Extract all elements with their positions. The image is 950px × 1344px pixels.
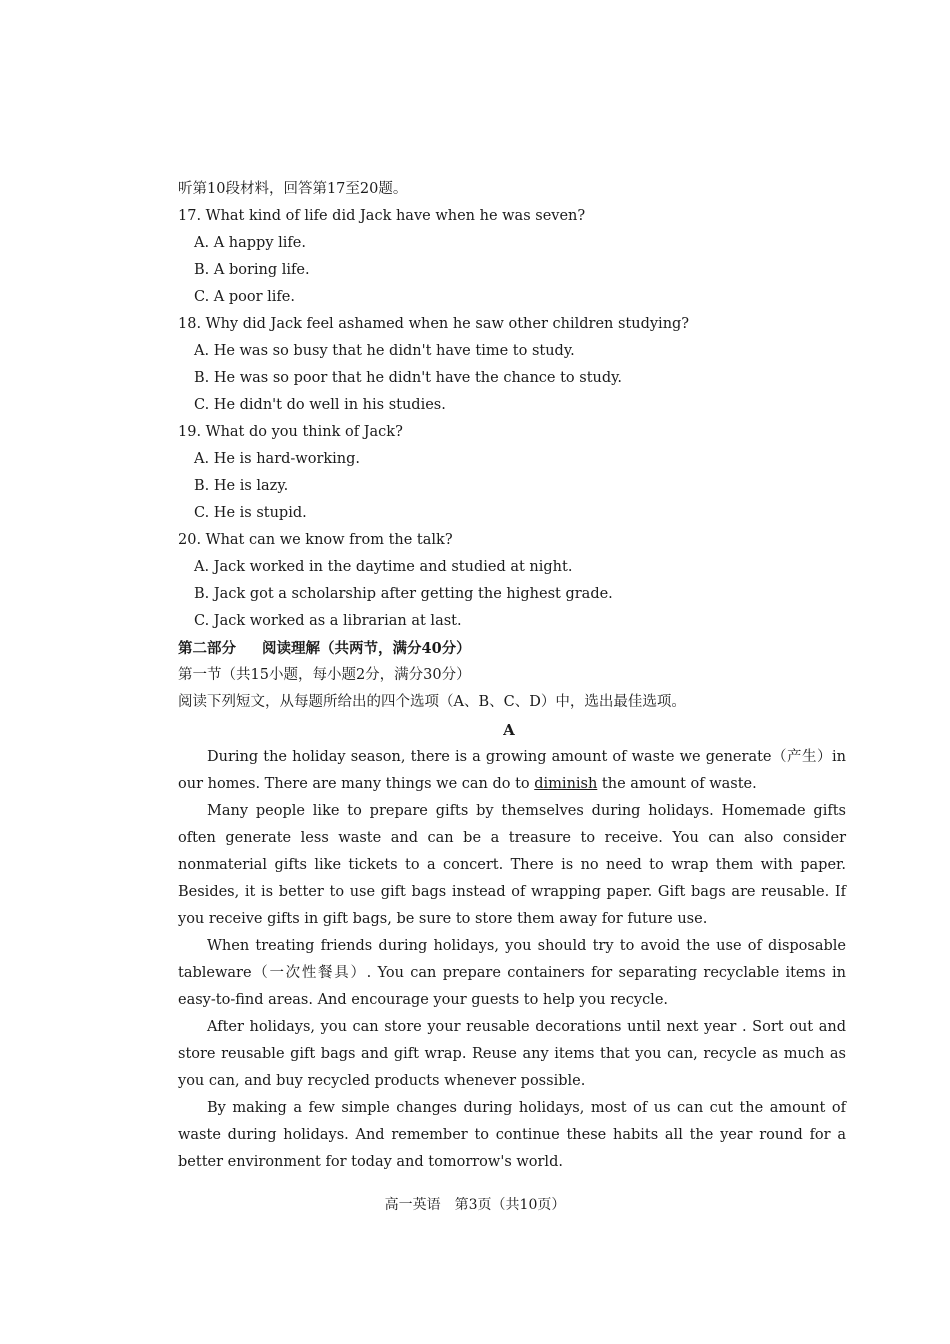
listening-instruction: 听第10段材料，回答第17至20题。 — [178, 181, 408, 197]
page-footer: 高一英语 第3页（共10页） — [384, 1197, 566, 1213]
option-a: A. Jack worked in the daytime and studied at night. — [194, 559, 573, 575]
option-c: C. He is stupid. — [194, 505, 307, 521]
option-c: C. Jack worked as a librarian at last. — [194, 613, 462, 629]
part-heading — [178, 635, 846, 662]
paragraph-5: By making a few simple changes during holidays, most of us can cut the amount of waste during holidays. And remember to continue these habits all the year round for a better environment for today and tomorrow's world. — [178, 1100, 846, 1170]
question-18 — [178, 311, 846, 419]
question-20 — [178, 527, 846, 635]
passage-letter: A — [503, 721, 515, 739]
underlined-word: diminish — [534, 776, 598, 792]
page-content — [178, 176, 846, 1176]
question-19 — [178, 419, 846, 527]
paragraph-3: When treating friends during holidays, you should try to avoid the use of disposable tableware（一次性餐具）. You can prepare containers for separating recyclable items in easy-to-find areas. And encourage your guests to help you recycle. — [178, 938, 846, 1008]
option-c: C. A poor life. — [194, 289, 295, 305]
option-b: B. A boring life. — [194, 262, 310, 278]
paragraph-1: During the holiday season, there is a growing amount of waste we generate（产生）in our homes. There are many things we can do to diminish the amount of waste. — [178, 749, 846, 792]
part-label: 第二部分 — [178, 640, 236, 657]
question-17 — [178, 203, 846, 311]
question-stem: 19. What do you think of Jack? — [178, 424, 403, 440]
option-b: B. Jack got a scholarship after getting the highest grade. — [194, 586, 613, 602]
reading-instruction: 阅读下列短文，从每题所给出的四个选项（A、B、C、D）中，选出最佳选项。 — [178, 694, 686, 710]
question-stem: 17. What kind of life did Jack have when he was seven? — [178, 208, 586, 224]
option-a: A. He was so busy that he didn't have time to study. — [194, 343, 575, 359]
part-title: 阅读理解（共两节，满分40分） — [262, 640, 471, 657]
option-b: B. He is lazy. — [194, 478, 289, 494]
option-b: B. He was so poor that he didn't have the chance to study. — [194, 370, 623, 386]
question-stem: 20. What can we know from the talk? — [178, 532, 453, 548]
question-stem: 18. Why did Jack feel ashamed when he saw other children studying? — [178, 316, 690, 332]
option-a: A. He is hard-working. — [194, 451, 361, 467]
paragraph-2: Many people like to prepare gifts by themselves during holidays. Homemade gifts often generate less waste and can be a treasure to receive. You can also consider nonmaterial gifts like tickets to a concert. There is no need to wrap them with paper. Besides, it is better to use gift bags instead of wrapping paper. Gift bags are reusable. If you receive gifts in gift bags, be sure to store them away for future use. — [178, 803, 846, 927]
option-a: A. A happy life. — [194, 235, 306, 251]
option-c: C. He didn't do well in his studies. — [194, 397, 446, 413]
paragraph-4: After holidays, you can store your reusable decorations until next year . Sort out and store reusable gift bags and gift wrap. Reuse any items that you can, recycle as much as you can, and buy recycled products whenever possible. — [178, 1019, 846, 1089]
section-heading: 第一节（共15小题，每小题2分，满分30分） — [178, 667, 471, 683]
